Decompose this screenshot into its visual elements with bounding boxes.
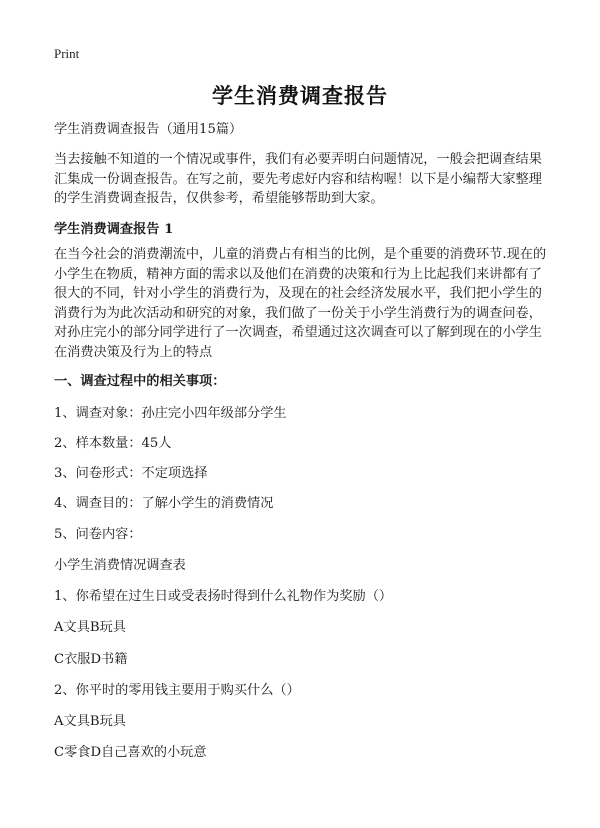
list-item: 4、调查目的：了解小学生的消费情况: [54, 496, 274, 511]
question-2: 2、你平时的零用钱主要用于购买什么（）: [54, 683, 300, 698]
list-item: 3、问卷形式：不定项选择: [54, 466, 208, 481]
survey-title: 小学生消费情况调查表: [54, 558, 186, 573]
question-1-option-a: A文具B玩具: [54, 620, 126, 635]
section-1-paragraph: 在当今社会的消费潮流中，儿童的消费占有相当的比例，是个重要的消费环节.现在的小学生在物质，精神方面的需求以及他们在消费的决策和行为上比起我们来讲都有了很大的不同，针对小学生的消费行为，及现在的社会经济发展水平，我们把小学生的消费行为为此次活动和研究的对象，我们做了一份关于小学生消费行为的调查问卷，对孙庄完小的部分同学进行了一次调查，希望通过这次调查可以了解到现在的小学生在消费决策及行为上的特点: [54, 247, 547, 360]
question-1: 1、你希望在过生日或受表扬时得到什么礼物作为奖励（）: [54, 589, 393, 604]
question-1-option-c: C衣服D书籍: [54, 652, 128, 667]
page-title: 学生消费调查报告: [212, 83, 388, 108]
question-2-option-c: C零食D自己喜欢的小玩意: [54, 745, 207, 760]
process-heading: 一、调查过程中的相关事项：: [54, 374, 226, 389]
list-item: 1、调查对象：孙庄完小四年级部分学生: [54, 406, 287, 421]
question-2-option-a: A文具B玩具: [54, 714, 126, 729]
list-item: 2、样本数量：45人: [54, 436, 172, 451]
intro-paragraph: 当去接触不知道的一个情况或事件，我们有必要弄明白问题情况，一般会把调查结果汇集成一份调查报告。在写之前，要先考虑好内容和结构喔！以下是小编帮大家整理的学生消费调查报告，仅供参考，希望能够帮助到大家。: [54, 152, 542, 206]
print-link[interactable]: Print: [54, 46, 80, 61]
section-heading-1: 学生消费调查报告 1: [54, 222, 174, 237]
document-subtitle: 学生消费调查报告（通用15篇）: [54, 122, 243, 137]
list-item: 5、问卷内容：: [54, 527, 142, 542]
